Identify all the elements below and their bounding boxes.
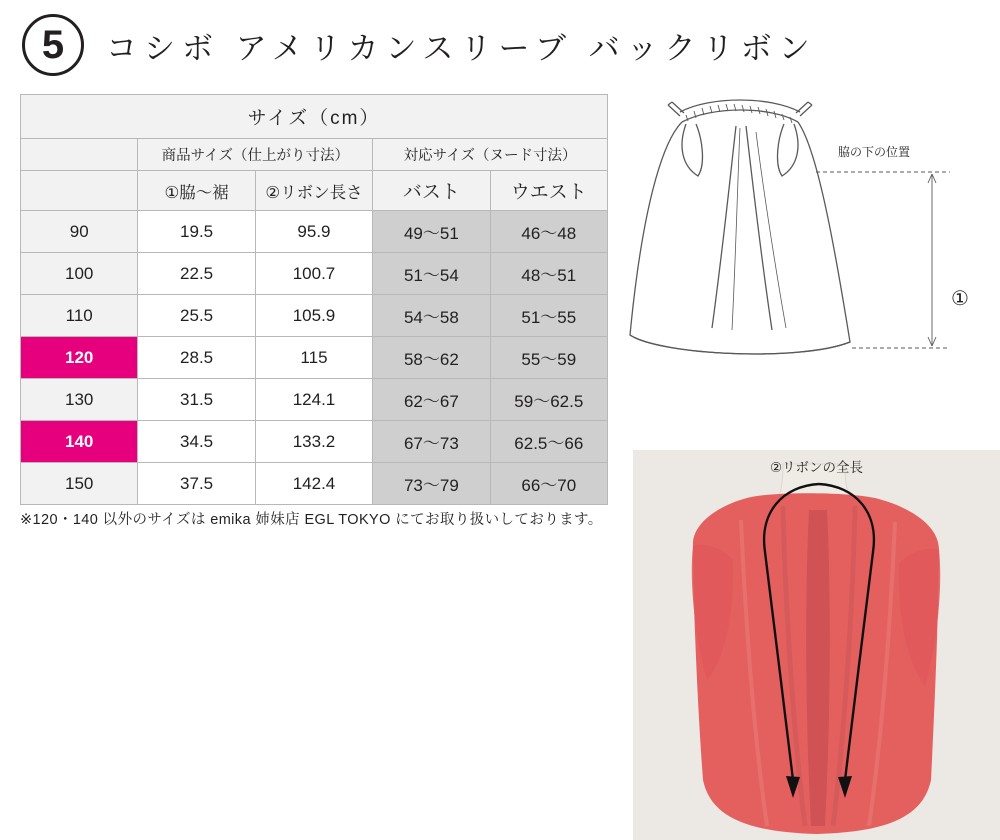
cell-bust: 49〜51 bbox=[373, 211, 490, 253]
column-header-side-to-hem: ①脇～裾 bbox=[138, 171, 255, 211]
table-footnote: ※120・140 以外のサイズは emika 姉妹店 EGL TOKYO にてお取り扱いしております。 bbox=[20, 512, 603, 528]
cell-side-to-hem: 28.5 bbox=[138, 337, 255, 379]
product-photo bbox=[633, 450, 1000, 840]
size-table bbox=[20, 94, 608, 505]
table-row bbox=[21, 463, 608, 505]
cell-ribbon-length: 133.2 bbox=[255, 421, 372, 463]
cell-side-to-hem: 31.5 bbox=[138, 379, 255, 421]
cell-bust: 62〜67 bbox=[373, 379, 490, 421]
row-size-label: 100 bbox=[21, 253, 138, 295]
cell-ribbon-length: 115 bbox=[255, 337, 372, 379]
cell-ribbon-length: 100.7 bbox=[255, 253, 372, 295]
cell-side-to-hem: 22.5 bbox=[138, 253, 255, 295]
cell-ribbon-length: 124.1 bbox=[255, 379, 372, 421]
product-photo-graphic bbox=[633, 450, 1000, 840]
table-title: サイズ（cm） bbox=[21, 95, 608, 139]
table-row bbox=[21, 379, 608, 421]
cell-waist: 66〜70 bbox=[490, 463, 607, 505]
table-row bbox=[21, 337, 608, 379]
cell-side-to-hem: 19.5 bbox=[138, 211, 255, 253]
cell-waist: 55〜59 bbox=[490, 337, 607, 379]
cell-bust: 73〜79 bbox=[373, 463, 490, 505]
size-table-container bbox=[20, 94, 608, 505]
page-header bbox=[22, 14, 817, 76]
table-row bbox=[21, 295, 608, 337]
cell-side-to-hem: 37.5 bbox=[138, 463, 255, 505]
row-size-label-highlighted: 120 bbox=[21, 337, 138, 379]
garment-line-drawing bbox=[620, 80, 990, 450]
table-row-title bbox=[21, 95, 608, 139]
row-size-label: 130 bbox=[21, 379, 138, 421]
cell-waist: 59〜62.5 bbox=[490, 379, 607, 421]
table-corner-cell bbox=[21, 139, 138, 171]
row-size-label: 150 bbox=[21, 463, 138, 505]
page-title: コシボ アメリカンスリーブ バックリボン bbox=[106, 30, 817, 66]
row-size-label: 110 bbox=[21, 295, 138, 337]
cell-side-to-hem: 25.5 bbox=[138, 295, 255, 337]
cell-bust: 54〜58 bbox=[373, 295, 490, 337]
measurement-marker-1: ① bbox=[951, 288, 969, 310]
column-header-ribbon-length: ②リボン長さ bbox=[255, 171, 372, 211]
table-corner-cell-2 bbox=[21, 171, 138, 211]
cell-bust: 58〜62 bbox=[373, 337, 490, 379]
cell-bust: 67〜73 bbox=[373, 421, 490, 463]
photo-caption: ②リボンの全長 bbox=[769, 460, 864, 475]
cell-waist: 48〜51 bbox=[490, 253, 607, 295]
cell-side-to-hem: 34.5 bbox=[138, 421, 255, 463]
cell-waist: 62.5〜66 bbox=[490, 421, 607, 463]
column-header-bust: バスト bbox=[373, 171, 490, 211]
table-row bbox=[21, 211, 608, 253]
table-row bbox=[21, 253, 608, 295]
column-header-waist: ウエスト bbox=[490, 171, 607, 211]
cell-bust: 51〜54 bbox=[373, 253, 490, 295]
row-size-label-highlighted: 140 bbox=[21, 421, 138, 463]
cell-waist: 51〜55 bbox=[490, 295, 607, 337]
group-header-body: 対応サイズ（ヌード寸法） bbox=[373, 139, 608, 171]
cell-ribbon-length: 95.9 bbox=[255, 211, 372, 253]
cell-ribbon-length: 142.4 bbox=[255, 463, 372, 505]
group-header-product: 商品サイズ（仕上がり寸法） bbox=[138, 139, 373, 171]
cell-ribbon-length: 105.9 bbox=[255, 295, 372, 337]
cell-waist: 46〜48 bbox=[490, 211, 607, 253]
section-number-badge: 5 bbox=[22, 14, 84, 76]
table-row bbox=[21, 421, 608, 463]
armpit-position-label: 脇の下の位置 bbox=[838, 145, 911, 159]
table-row-column-headers bbox=[21, 171, 608, 211]
row-size-label: 90 bbox=[21, 211, 138, 253]
table-row-group-headers bbox=[21, 139, 608, 171]
